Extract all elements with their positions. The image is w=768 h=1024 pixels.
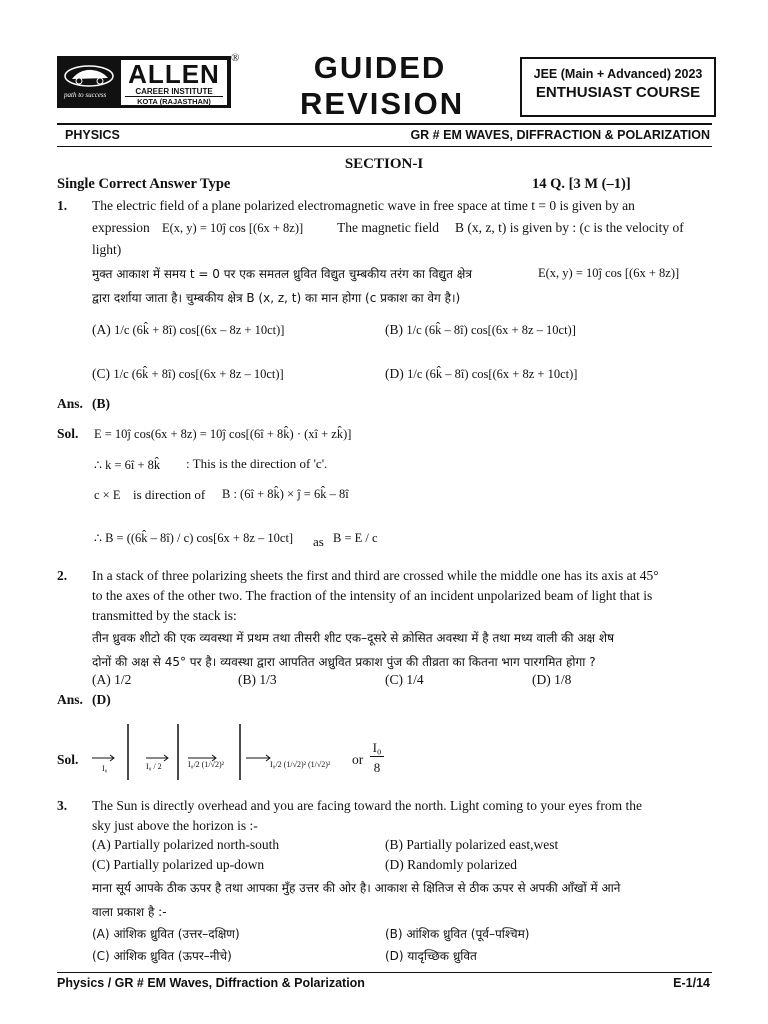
registered-mark: ® (231, 52, 240, 64)
q1-sol-line3c: B : (6î + 8k̂) × ĵ = 6k̂ – 8î (222, 487, 349, 501)
sol-term3: I₀/2 (1/√2)² (1/√2)² (270, 760, 331, 769)
footer-title: Physics / GR # EM Waves, Diffraction & Polarization (57, 976, 365, 990)
q3-hindi-option-a: (A) आंशिक ध्रुवित (उत्तर–दक्षिण) (92, 927, 240, 941)
q1-sol-line4c: B = E / c (333, 531, 378, 545)
logo-brand-box (120, 59, 228, 106)
q1-ans-value: (B) (92, 396, 110, 411)
header-rule-bottom (57, 146, 712, 147)
polarizer-diagram (90, 720, 390, 784)
header-rule-top (57, 123, 712, 125)
sol-term1: I₀ / 2 (146, 762, 162, 771)
q2-number: 2. (57, 568, 68, 583)
q1-sol-line2a: ∴ k = 6î + 8k̂ (94, 458, 161, 472)
q1-option-d: (D) 1/c (6k̂ – 8î) cos[(6x + 8z + 10ct)] (385, 366, 578, 381)
q3-option-b: (B) Partially polarized east,west (385, 837, 559, 852)
q2-text-line3: transmitted by the stack is: (92, 608, 237, 623)
q3-text-line2: sky just above the horizon is :- (92, 818, 258, 833)
q1-option-a: (A) 1/c (6k̂ + 8î) cos[(6x – 8z + 10ct)] (92, 322, 285, 337)
q3-hindi-line2: वाला प्रकाश है :- (92, 905, 167, 919)
q1-option-c: (C) 1/c (6k̂ + 8î) cos[(6x + 8z – 10ct)] (92, 366, 284, 381)
q1-sol-line4a: ∴ B = ((6k̂ – 8î) / c) cos[6x + 8z – 10ct] (94, 531, 294, 545)
q1-sol-line1: E = 10ĵ cos(6x + 8z) = 10ĵ cos[(6î + 8k̂) · (xî + zk̂)] (94, 427, 352, 441)
q1-text-line2b: The magnetic field (337, 220, 439, 235)
course-box (520, 57, 716, 117)
q3-option-c: (C) Partially polarized up-down (92, 857, 265, 872)
sol-or: or (352, 752, 364, 767)
logo-tagline: path to success (64, 91, 107, 99)
allen-logo (57, 56, 231, 108)
course-line1: JEE (Main + Advanced) 2023 (533, 67, 703, 81)
car-logo-icon (62, 61, 116, 91)
page-number: E-1/14 (673, 976, 710, 990)
q2-text-line2: to the axes of the other two. The fraction of the intensity of an incident unpolarized beam of light that is (92, 588, 653, 603)
q2-text-line1: In a stack of three polarizing sheets the first and third are crossed while the middle one has its axis at 45° (92, 568, 659, 583)
q3-hindi-line1: माना सूर्य आपके ठीक ऊपर है तथा आपका मुँह उत्तर की ओर है। आकाश से क्षितिज से ठीक ऊपर से अपकी आँखों में आने (92, 881, 621, 895)
sol-i0: I₀ (102, 764, 108, 773)
title-line1: GUIDED (313, 50, 447, 85)
q3-number: 3. (57, 798, 68, 813)
q2-hindi-line1: तीन ध्रुवक शीटो की एक व्यवस्था में प्रथम तथा तीसरी शीट एक–दूसरे से क्रोसित अवस्था में है तथा मध्य वाली की अक्ष शेष (92, 631, 615, 645)
q1-sol-line4b: as (313, 534, 324, 549)
topic-label: GR # EM WAVES, DIFFRACTION & POLARIZATION (410, 128, 710, 142)
q3-option-a: (A) Partially polarized north-south (92, 837, 280, 852)
q1-option-b: (B) 1/c (6k̂ – 8î) cos[(6x + 8z – 10ct)] (385, 322, 576, 337)
logo-brand: ALLEN (128, 59, 220, 89)
q1-hindi-line2: द्वारा दर्शाया जाता है। चुम्बकीय क्षेत्र B (x, z, t) का मान होगा (c प्रकाश का वेग है।) (92, 291, 461, 305)
q1-sol-line3b: is direction of (133, 487, 206, 502)
q2-option-d: (D) 1/8 (532, 672, 572, 687)
q1-sol-line3a: c × E (94, 488, 121, 502)
answer-type: Single Correct Answer Type (57, 176, 231, 192)
sol-final-den: 8 (373, 760, 381, 775)
q1-sol-label: Sol. (57, 426, 79, 441)
q3-text-line1: The Sun is directly overhead and you are facing toward the north. Light coming to your eyes from the (92, 798, 642, 813)
q3-hindi-option-d: (D) यादृच्छिक ध्रुवित (385, 949, 477, 963)
subject-label: PHYSICS (65, 128, 120, 142)
q1-hindi-expr: E(x, y) = 10ĵ cos [(6x + 8z)] (538, 266, 680, 280)
q2-option-c: (C) 1/4 (385, 672, 424, 687)
logo-sub2: KOTA (RAJASTHAN) (125, 96, 223, 106)
sol-term2: I₀/2 (1/√2)² (188, 760, 225, 769)
q1-hindi-line1: मुक्त आकाश में समय t = 0 पर एक समतल ध्रुवित विद्युत चुम्बकीय तरंग का विद्युत क्षेत्र (92, 267, 472, 281)
logo-sub1: CAREER INSTITUTE (135, 87, 213, 96)
q1-ans-label: Ans. (57, 396, 83, 411)
q2-option-a: (A) 1/2 (92, 672, 132, 687)
q1-text-line2c: B (x, z, t) is given by : (c is the velocity of (455, 220, 684, 235)
course-line2: ENTHUSIAST COURSE (535, 84, 701, 101)
q2-sol-label: Sol. (57, 752, 79, 767)
q1-sol-line2b: : This is the direction of 'c'. (186, 456, 328, 471)
q1-number: 1. (57, 198, 68, 213)
title-line2: REVISION (300, 86, 465, 121)
q3-hindi-option-c: (C) आंशिक ध्रुवित (ऊपर–नीचे) (92, 949, 232, 963)
q3-option-d: (D) Randomly polarized (385, 857, 517, 872)
q2-ans-value: (D) (92, 692, 111, 707)
q1-text-line2a: expression (92, 220, 150, 235)
q2-option-b: (B) 1/3 (238, 672, 277, 687)
footer-rule (57, 972, 712, 973)
q3-hindi-option-b: (B) आंशिक ध्रुवित (पूर्व–पश्चिम) (385, 927, 530, 941)
sol-final-num: I₀ (370, 740, 384, 757)
q2-ans-label: Ans. (57, 692, 83, 707)
q1-text-line3: light) (92, 242, 122, 257)
q1-text-line1: The electric field of a plane polarized electromagnetic wave in free space at time t = 0 is given by an (92, 198, 635, 213)
q1-expression-e: E(x, y) = 10ĵ cos [(6x + 8z)] (162, 221, 304, 235)
section-title: SECTION-I (344, 156, 424, 172)
q2-hindi-line2: दोनों की अक्ष से 45° पर है। व्यवस्था द्वारा आपतित अध्रुवित प्रकाश पुंज की तीव्रता का कितना भाग पारगमित होगा ? (92, 655, 596, 669)
marks-scheme: 14 Q. [3 M (–1)] (532, 176, 631, 192)
